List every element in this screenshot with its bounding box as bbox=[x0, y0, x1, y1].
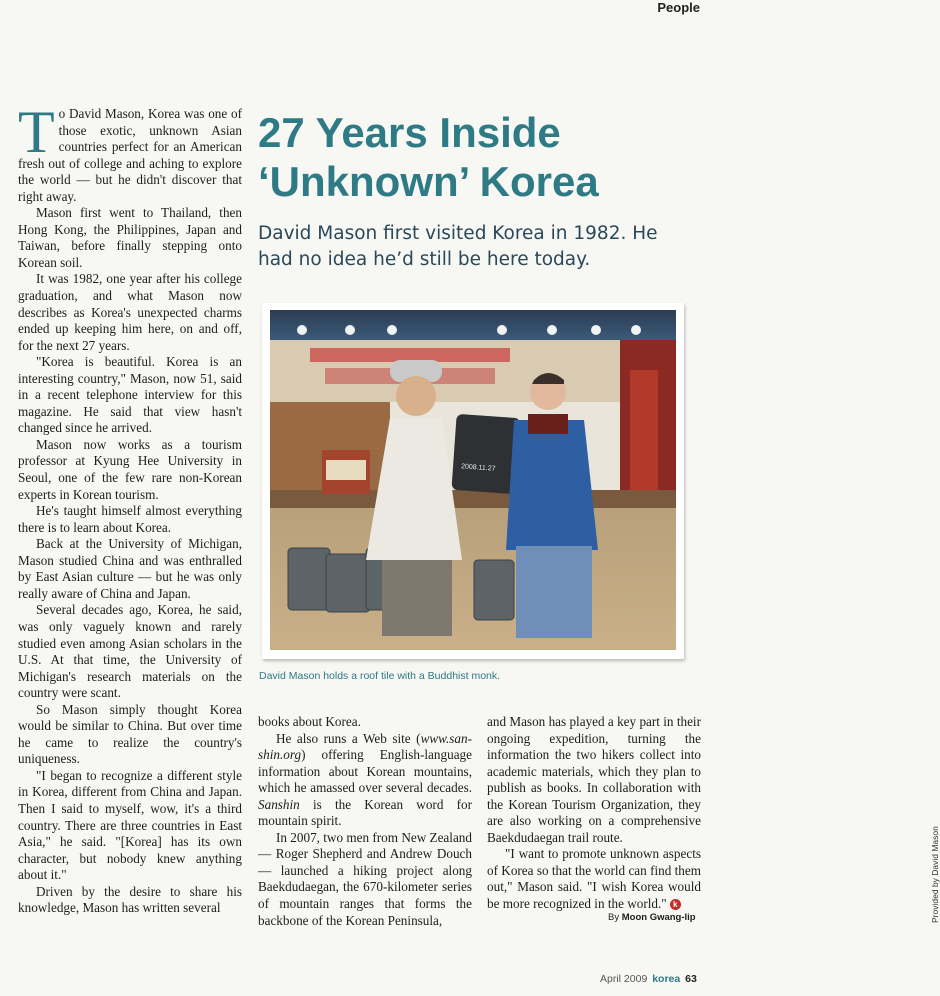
paragraph: Driven by the desire to share his knowledge, Mason has written several bbox=[18, 883, 242, 916]
drop-cap: T bbox=[18, 99, 55, 165]
footer-date: April 2009 bbox=[600, 973, 648, 985]
tile-date-text: 2008.11.27 bbox=[460, 463, 496, 473]
byline bbox=[608, 912, 696, 923]
paragraph: It was 1982, one year after his college graduation, and what Mason now describes as Korea's unexpected charms ended up keeping him here, on and off, for the next 27 years. bbox=[18, 271, 242, 353]
page-number: 63 bbox=[685, 973, 697, 985]
paragraph: and Mason has played a key part in their ongoing expedition, turning the information the two hikers collect into academic materials, which they plan to publish as books. In collaboration with the Korean Tourism Organization, they are also working on a comprehensive Baekdudaegan trail route. bbox=[487, 714, 701, 845]
paragraph: Several decades ago, Korea, he said, was only vaguely known and rarely studied even among Asian scholars in the U.S. At that time, the University of Michigan's research materials on the country were scant. bbox=[18, 602, 242, 701]
paragraph: He's taught himself almost everything there is to learn about Korea. bbox=[18, 503, 242, 535]
emphasis: Sanshin bbox=[258, 796, 300, 812]
paragraph: In 2007, two men from New Zealand — Roger Shepherd and Andrew Douch — launched a hiking project along Baekdudaegan, the 670-kilometer series of mountain ranges that forms the backbone of the Korean Peninsula, bbox=[258, 829, 472, 928]
deck: David Mason first visited Korea in 1982. He had no idea he’d still be here today. bbox=[258, 223, 658, 270]
article-column-2 bbox=[258, 714, 472, 929]
paragraph: "I began to recognize a different style in Korea, different from China and Japan. Then I said to myself, wow, it's a third country. There are three countries in East Asia," he said. "[Korea] has its own character, but nobody knew anything about it." bbox=[18, 767, 242, 883]
paragraph: Mason now works as a tourism professor at Kyung Hee University in Seoul, one of the few rare non-Korean experts in Korean tourism. bbox=[18, 436, 242, 502]
photo-caption: David Mason holds a roof tile with a Buddhist monk. bbox=[259, 670, 501, 682]
end-mark-icon: k bbox=[670, 899, 681, 910]
paragraph: Back at the University of Michigan, Mason studied China and was enthralled by East Asian culture — but he was only really aware of China and Japan. bbox=[18, 536, 242, 601]
paragraph: Mason first went to Thailand, then Hong Kong, the Philippines, Japan and Taiwan, before finally stepping onto Korean soil. bbox=[18, 205, 242, 270]
footer-magazine: korea bbox=[652, 973, 681, 985]
paragraph-text: o David Mason, Korea was one of those exotic, unknown Asian countries perfect for an American fresh out of college and aching to explore the world — but he didn't discover that right away. bbox=[18, 106, 242, 204]
article-column-3 bbox=[487, 714, 701, 913]
paragraph: books about Korea. bbox=[258, 714, 361, 729]
paragraph bbox=[18, 99, 242, 205]
website-url: www.san-shin.org bbox=[258, 730, 472, 763]
page-footer bbox=[600, 973, 697, 985]
paragraph bbox=[258, 731, 472, 830]
paragraph bbox=[487, 846, 701, 912]
byline-prefix: By bbox=[608, 912, 620, 923]
photo-credit: Provided by David Mason bbox=[930, 826, 940, 923]
headline: 27 Years Inside ‘Unknown’ Korea bbox=[258, 109, 599, 205]
paragraph-text: "I want to promote unknown aspects of Korea so that the world can find them out," Mason said. "I wish Korea would be more recognized in the world." bbox=[487, 846, 701, 912]
paragraph-text: He also runs a Web site ( bbox=[276, 730, 421, 746]
article-column-1 bbox=[18, 99, 242, 917]
photo-image bbox=[270, 310, 676, 650]
paragraph: So Mason simply thought Korea would be similar to China. But over time he came to realize the country's uniqueness. bbox=[18, 701, 242, 767]
paragraph: "Korea is beautiful. Korea is an interesting country," Mason, now 51, said in a recent telephone interview for this magazine. He said that view hasn't changed since he arrived. bbox=[18, 354, 242, 436]
byline-author: Moon Gwang-lip bbox=[621, 912, 696, 923]
section-label: People bbox=[657, 0, 700, 15]
paragraph-text: is the Korean word for mountain spirit. bbox=[258, 796, 472, 829]
paragraph-text: ) offering English-language information about Korean mountains, which he amassed over several decades. bbox=[258, 747, 472, 796]
